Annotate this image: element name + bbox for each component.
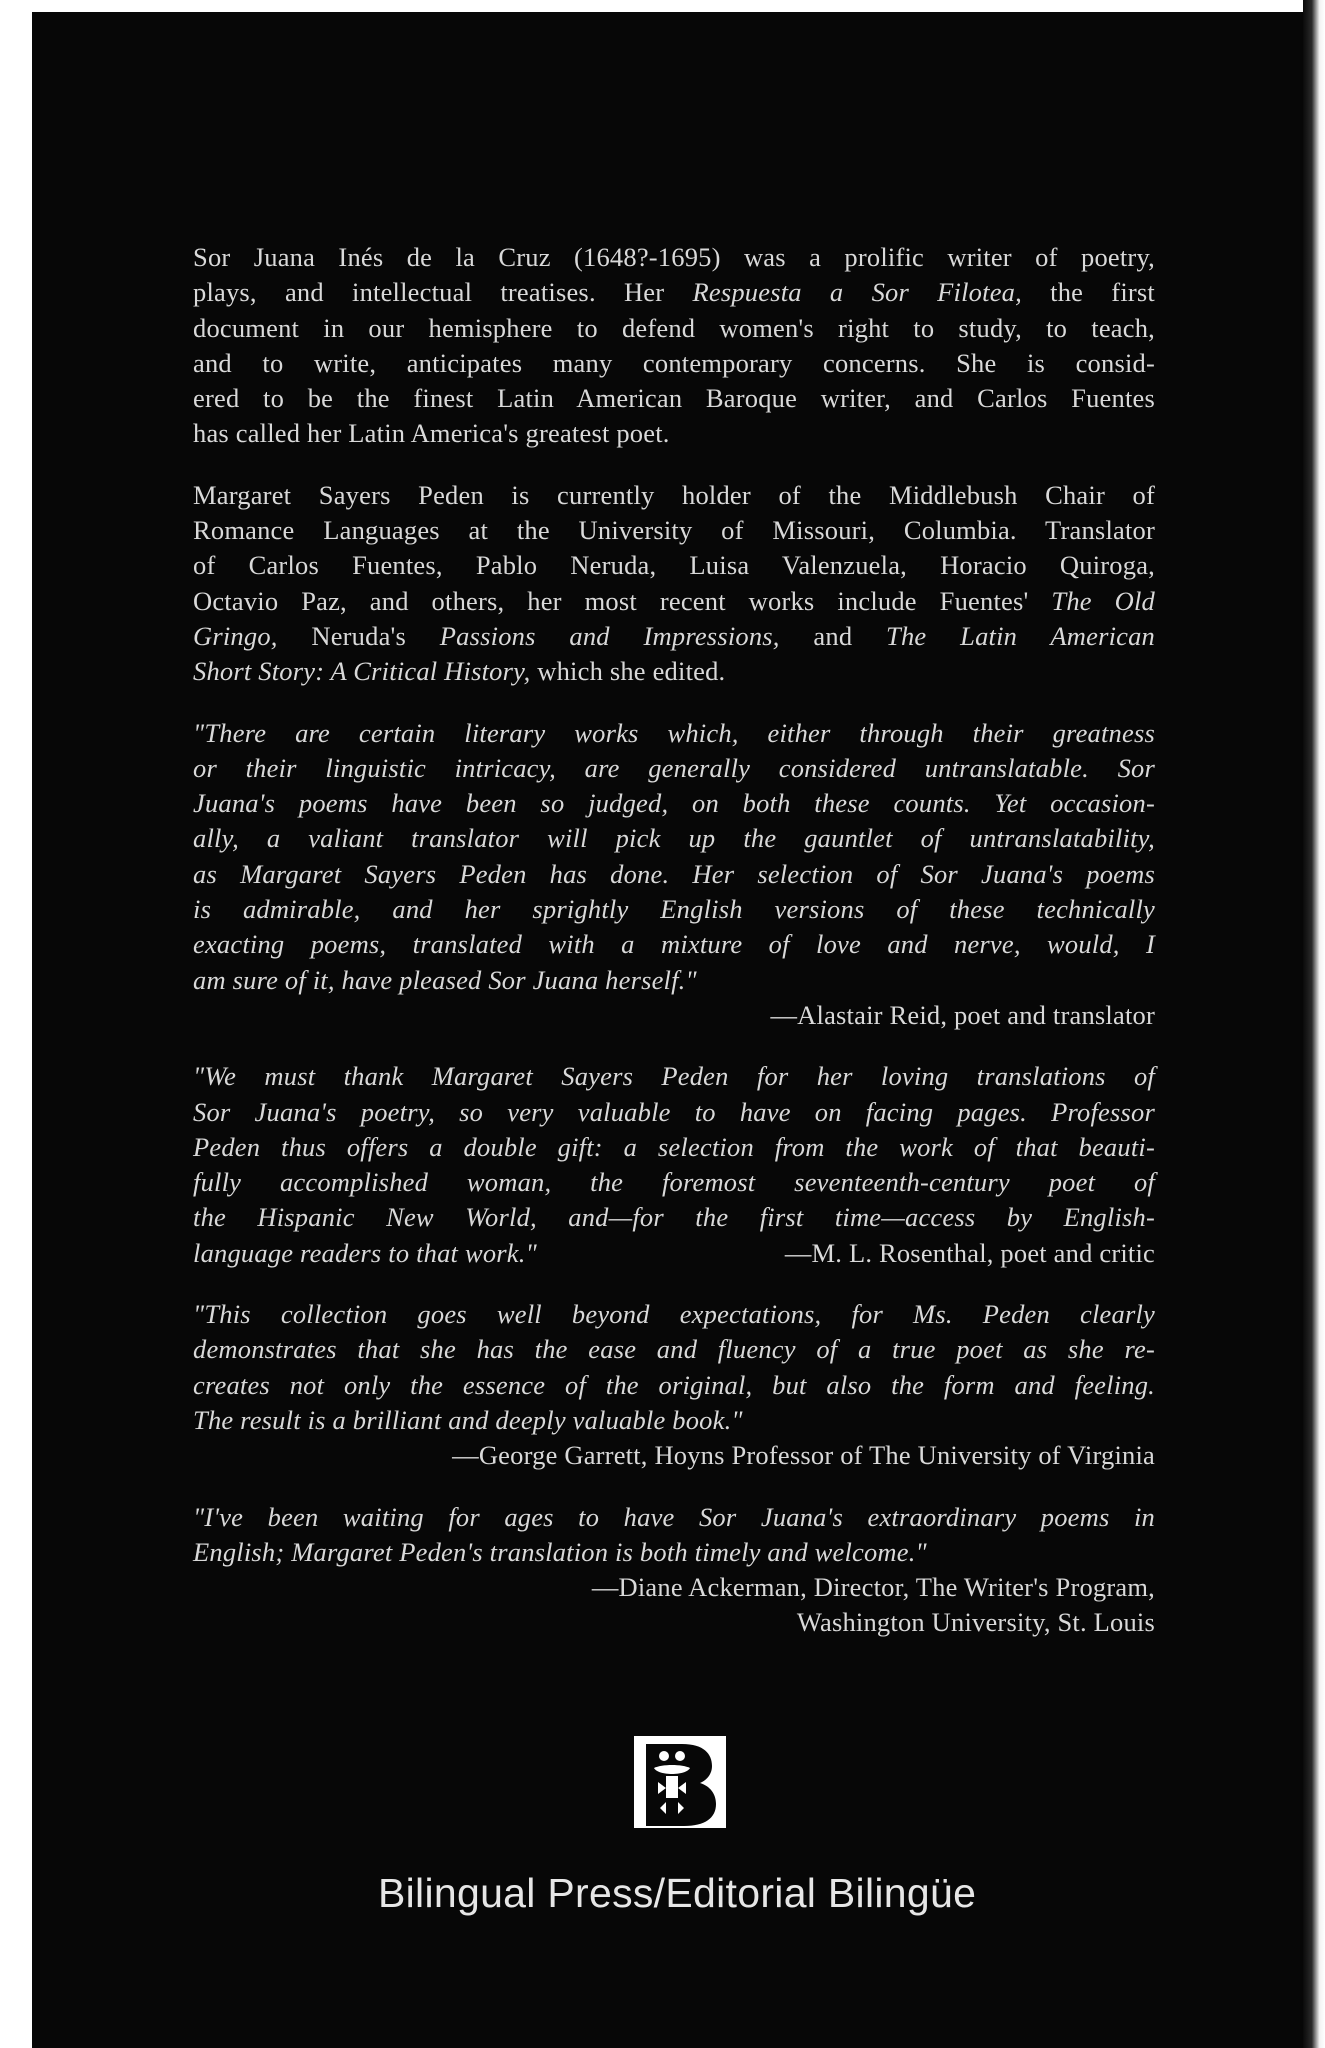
quote-attribution: —M. L. Rosenthal, poet and critic	[784, 1237, 1155, 1268]
book-title: Short Story: A Critical History,	[193, 656, 531, 687]
cover-text	[193, 240, 1155, 1667]
quote-text: language readers to that work."	[193, 1237, 537, 1268]
translator-line	[193, 654, 1155, 689]
quote-line: "This collection goes well beyond expectations, for Ms. Peden clearly	[193, 1299, 1155, 1330]
quote-garrett	[193, 1297, 1155, 1473]
quote-line: Peden thus offers a double gift: a selection from the work of that beauti-	[193, 1131, 1155, 1162]
quote-line: "We must thank Margaret Sayers Peden for her loving translations of	[193, 1061, 1155, 1092]
translator-line: Romance Languages at the University of Missouri, Columbia. Translator	[193, 515, 1155, 546]
translator-text: Octavio Paz, and others, her most recent works include Fuentes'	[193, 585, 1052, 616]
quote-line: Juana's poems have been so judged, on both these counts. Yet occasion-	[193, 788, 1155, 819]
quote-attribution: —Diane Ackerman, Director, The Writer's Program,	[591, 1572, 1155, 1603]
translator-text: Neruda's	[277, 620, 440, 651]
bio-line: has called her Latin America's greatest poet.	[193, 418, 670, 449]
quote-attribution: Washington University, St. Louis	[796, 1607, 1155, 1638]
quote-line: as Margaret Sayers Peden has done. Her selection of Sor Juana's poems	[193, 858, 1155, 889]
publisher-name: Bilingual Press/Editorial Bilingüe	[378, 1870, 977, 1916]
author-bio	[193, 240, 1155, 452]
quote-line: Sor Juana's poetry, so very valuable to have on facing pages. Professor	[193, 1096, 1155, 1127]
bio-line: document in our hemisphere to defend women's right to study, to teach,	[193, 312, 1155, 343]
quote-ackerman	[193, 1500, 1155, 1641]
quote-attribution: —Alastair Reid, poet and translator	[770, 999, 1155, 1030]
quote-line: exacting poems, translated with a mixture of love and nerve, would, I	[193, 929, 1155, 960]
book-title: Passions and Impressions,	[439, 620, 780, 651]
book-title: The Old	[1051, 585, 1155, 616]
quote-line: or their linguistic intricacy, are generally considered untranslatable. Sor	[193, 752, 1155, 783]
bio-line	[193, 275, 1155, 310]
translator-text: and	[779, 620, 887, 651]
bio-text: plays, and intellectual treatises. Her	[193, 277, 693, 308]
quote-attribution: —George Garrett, Hoyns Professor of The University of Virginia	[452, 1440, 1155, 1471]
cover-edge	[1303, 0, 1325, 2048]
quote-line: the Hispanic New World, and—for the first time—access by English-	[193, 1202, 1155, 1233]
quote-rosenthal	[193, 1059, 1155, 1271]
quote-line: is admirable, and her sprightly English versions of these technically	[193, 894, 1155, 925]
quote-line: The result is a brilliant and deeply valuable book."	[193, 1404, 743, 1435]
translator-bio	[193, 478, 1155, 690]
bio-line: ered to be the finest Latin American Baroque writer, and Carlos Fuentes	[193, 383, 1155, 414]
quote-line: ally, a valiant translator will pick up the gauntlet of untranslatability,	[193, 823, 1155, 854]
quote-reid	[193, 716, 1155, 1034]
quote-line: creates not only the essence of the original, but also the form and feeling.	[193, 1369, 1155, 1400]
bio-line: and to write, anticipates many contemporary concerns. She is consid-	[193, 347, 1155, 378]
quote-line: "I've been waiting for ages to have Sor Juana's extraordinary poems in	[193, 1501, 1155, 1532]
quote-line: English; Margaret Peden's translation is both timely and welcome."	[193, 1536, 927, 1567]
quote-line	[193, 1236, 1155, 1271]
translator-line: Margaret Sayers Peden is currently holder of the Middlebush Chair of	[193, 479, 1155, 510]
bio-line: Sor Juana Inés de la Cruz (1648?-1695) was a prolific writer of poetry,	[193, 242, 1155, 272]
translator-line	[193, 619, 1155, 654]
translator-line: of Carlos Fuentes, Pablo Neruda, Luisa Valenzuela, Horacio Quiroga,	[193, 550, 1155, 581]
book-title: Respuesta a Sor Filotea,	[692, 277, 1022, 308]
quote-line: fully accomplished woman, the foremost seventeenth-century poet of	[193, 1167, 1155, 1198]
book-title: The Latin American	[886, 620, 1156, 651]
translator-line	[193, 584, 1155, 619]
book-title: Gringo,	[193, 620, 278, 651]
bilingual-press-b-logo-icon	[630, 1732, 730, 1832]
quote-line: "There are certain literary works which, either through their greatness	[193, 717, 1155, 748]
quote-line: am sure of it, have pleased Sor Juana herself."	[193, 964, 697, 995]
quote-line: demonstrates that she has the ease and fluency of a true poet as she re-	[193, 1334, 1155, 1365]
bio-text: the first	[1021, 277, 1155, 308]
translator-text: which she edited.	[530, 656, 726, 687]
